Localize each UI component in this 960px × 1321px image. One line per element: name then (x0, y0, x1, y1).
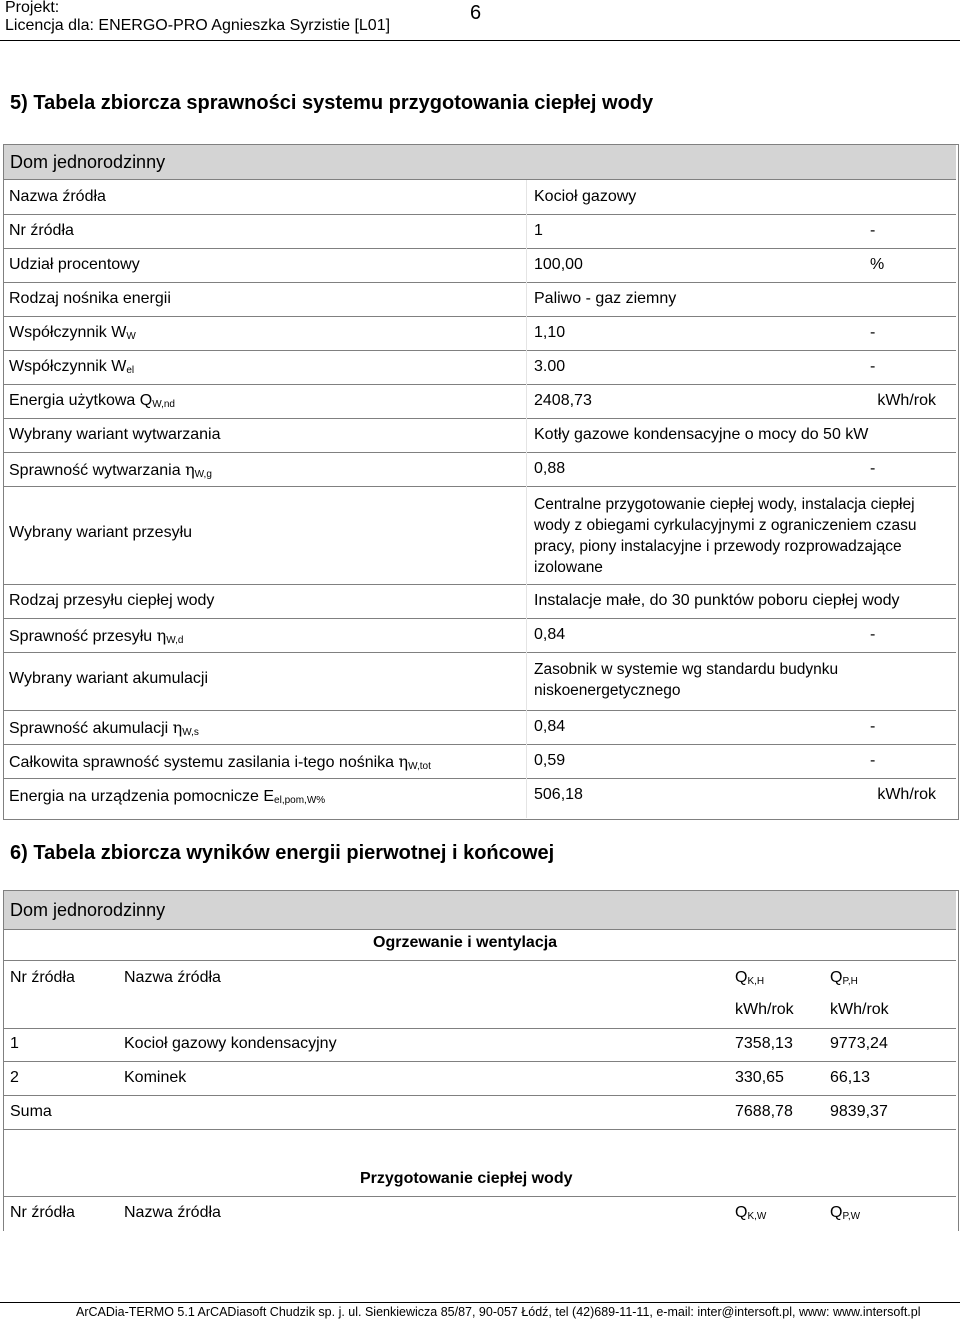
section5-row (4, 710, 956, 744)
row-value: 0,59 (534, 752, 566, 769)
section5-title: 5) Tabela zbiorcza sprawności systemu przygotowania ciepłej wody (10, 92, 654, 114)
heating-sum-qp: 9839,37 (830, 1103, 888, 1120)
heating-title: Ogrzewanie i wentylacja (373, 934, 558, 951)
row-label (9, 718, 199, 738)
footer (0, 1302, 960, 1319)
section5-row (4, 618, 956, 652)
heating-row-2-qp: 66,13 (830, 1069, 871, 1086)
row-label-text: Udział procentowy (9, 256, 140, 273)
row-label-text: Współczynnik W (9, 358, 127, 375)
row-value: 100,00 (534, 256, 583, 273)
divider (4, 1196, 956, 1197)
row-value: Kocioł gazowy (534, 188, 637, 205)
row-label (9, 592, 214, 610)
project-label: Projekt: (5, 0, 60, 16)
row-value: 1,10 (534, 324, 566, 341)
row-label-text: Wybrany wariant akumulacji (9, 670, 209, 687)
section5-row (4, 316, 956, 350)
row-label-sub: W,tot (408, 761, 431, 772)
heating-row-2-name: Kominek (124, 1069, 187, 1086)
section6-building: Dom jednorodzinny (10, 900, 166, 920)
heating-col-nr: Nr źródła (10, 969, 75, 986)
row-label (9, 188, 106, 206)
eta-symbol: η (398, 752, 409, 771)
divider (4, 1028, 956, 1029)
row-unit: - (870, 460, 876, 477)
license-line: Licencja dla: ENERGO-PRO Agnieszka Syrzistie [L01] (5, 17, 391, 34)
dhw-title: Przygotowanie ciepłej wody (360, 1170, 573, 1187)
dhw-col-qk (735, 1204, 766, 1222)
qk-symbol: Q (735, 969, 748, 986)
section5-row (4, 384, 956, 418)
heating-sum-qk: 7688,78 (735, 1103, 793, 1120)
row-label (9, 788, 325, 806)
row-label-text: Energia na urządzenia pomocnicze E (9, 788, 275, 805)
row-unit: - (870, 752, 876, 769)
header-divider (0, 40, 960, 41)
heating-row-1-qp: 9773,24 (830, 1035, 888, 1052)
section6-title: 6) Tabela zbiorcza wyników energii pierwotnej i końcowej (10, 842, 555, 864)
section5-row (4, 214, 956, 248)
row-unit: - (870, 626, 876, 643)
section5-building-bar (4, 145, 956, 180)
divider (4, 960, 956, 961)
qk-sub: K,W (747, 1211, 767, 1222)
qk-sub: K,H (747, 976, 765, 987)
row-value: 506,18 (534, 786, 583, 803)
row-label-text: Współczynnik W (9, 324, 127, 341)
section5-row (4, 282, 956, 316)
row-label-text: Nr źródła (9, 222, 74, 239)
row-label-sub: el,pom,W% (274, 795, 326, 806)
row-value: Centralne przygotowanie ciepłej wody, instalacja ciepłej wody z obiegami cyrkulacyjnymi z ograniczeniem czasu pracy, piony instalacyjne i przewody rozprowadzające izolowane (534, 496, 917, 576)
section5-row (4, 350, 956, 384)
row-label-sub: W,d (166, 635, 184, 646)
row-label (9, 524, 192, 542)
eta-symbol: η (185, 460, 195, 479)
heating-unit-qk: kWh/rok (735, 1001, 794, 1018)
row-value: 2408,73 (534, 392, 592, 409)
heating-sum-label: Suma (10, 1103, 52, 1120)
row-label-sub: W,s (182, 727, 199, 738)
section5-row (4, 180, 956, 214)
row-label (9, 626, 183, 646)
divider (4, 1095, 956, 1096)
section5-row (4, 418, 956, 452)
page-number: 6 (470, 2, 482, 24)
heating-col-qp (830, 969, 858, 987)
section5-building: Dom jednorodzinny (10, 152, 166, 172)
row-label (9, 222, 74, 240)
divider (4, 1061, 956, 1062)
row-label-sub: W (126, 331, 136, 342)
row-value: Instalacje małe, do 30 punktów poboru ciepłej wody (534, 592, 900, 609)
heating-unit-qp: kWh/rok (830, 1001, 889, 1018)
heating-row-2-nr: 2 (10, 1069, 19, 1086)
section5-row (4, 248, 956, 282)
row-value: Kotły gazowe kondensacyjne o mocy do 50 kW (534, 426, 869, 443)
section5-row (4, 744, 956, 778)
qk-symbol: Q (735, 1204, 748, 1221)
row-label-text: Sprawność przesyłu (9, 628, 157, 645)
row-value: 0,84 (534, 626, 566, 643)
heating-row-1-name: Kocioł gazowy kondensacyjny (124, 1035, 337, 1052)
row-label-text: Energia użytkowa Q (9, 392, 153, 409)
dhw-col-name: Nazwa źródła (124, 1204, 221, 1221)
divider (4, 1129, 956, 1130)
row-value: 3.00 (534, 358, 566, 375)
dhw-col-qp (830, 1204, 860, 1222)
row-label (9, 670, 208, 688)
row-label (9, 392, 175, 410)
row-label-text: Rodzaj nośnika energii (9, 290, 171, 307)
qp-sub: P,H (842, 976, 858, 987)
qp-symbol: Q (830, 969, 843, 986)
row-label-sub: W,g (194, 469, 212, 480)
row-value: 1 (534, 222, 543, 239)
row-unit: - (870, 358, 876, 375)
row-value: 0,84 (534, 718, 566, 735)
row-label-text: Wybrany wariant wytwarzania (9, 426, 221, 443)
row-label (9, 752, 431, 772)
row-label-text: Całkowita sprawność systemu zasilania i-tego nośnika (9, 754, 399, 771)
dhw-col-nr: Nr źródła (10, 1204, 75, 1221)
row-unit: - (870, 718, 876, 735)
section5-row (4, 652, 956, 710)
section5-row (4, 584, 956, 618)
heating-col-qk (735, 969, 764, 987)
section5-row (4, 486, 956, 584)
row-value: Paliwo - gaz ziemny (534, 290, 677, 307)
row-label (9, 358, 134, 376)
section5-row (4, 452, 956, 486)
footer-text: ArCADia-TERMO 5.1 ArCADiasoft Chudzik sp. j. ul. Sienkiewicza 85/87, 90-057 Łódź, tel (42)689-11-11, e-mail: inter@intersoft.pl, www: www.intersoft.pl (76, 1305, 921, 1319)
heating-row-1-nr: 1 (10, 1035, 19, 1052)
row-label-text: Nazwa źródła (9, 188, 106, 205)
heating-row-2-qk: 330,65 (735, 1069, 784, 1086)
row-value: Zasobnik w systemie wg standardu budynku niskoenergetycznego (534, 661, 839, 699)
heating-col-name: Nazwa źródła (124, 969, 221, 986)
column-separator (526, 180, 527, 818)
row-label-text: Sprawność wytwarzania (9, 462, 186, 479)
row-label (9, 290, 171, 308)
row-label-text: Rodzaj przesyłu ciepłej wody (9, 592, 215, 609)
eta-symbol: η (156, 626, 167, 645)
section5-row (4, 778, 956, 814)
row-label (9, 426, 220, 444)
row-label (9, 256, 140, 274)
qp-sub: P,W (842, 1211, 861, 1222)
qp-symbol: Q (830, 1204, 843, 1221)
row-label-sub: W,nd (152, 399, 175, 410)
row-value: 0,88 (534, 460, 566, 477)
row-unit: - (870, 324, 876, 341)
heating-row-1-qk: 7358,13 (735, 1035, 793, 1052)
row-unit: kWh/rok (877, 786, 936, 803)
row-label-text: Sprawność akumulacji (9, 720, 173, 737)
section6-building-bar (4, 891, 956, 930)
row-label-sub: el (126, 365, 135, 376)
row-unit: - (870, 222, 876, 239)
eta-symbol: η (172, 718, 183, 737)
row-unit: % (870, 256, 885, 273)
row-label (9, 324, 136, 342)
row-unit: kWh/rok (877, 392, 936, 409)
row-label-text: Wybrany wariant przesyłu (9, 524, 193, 541)
row-label (9, 460, 212, 480)
